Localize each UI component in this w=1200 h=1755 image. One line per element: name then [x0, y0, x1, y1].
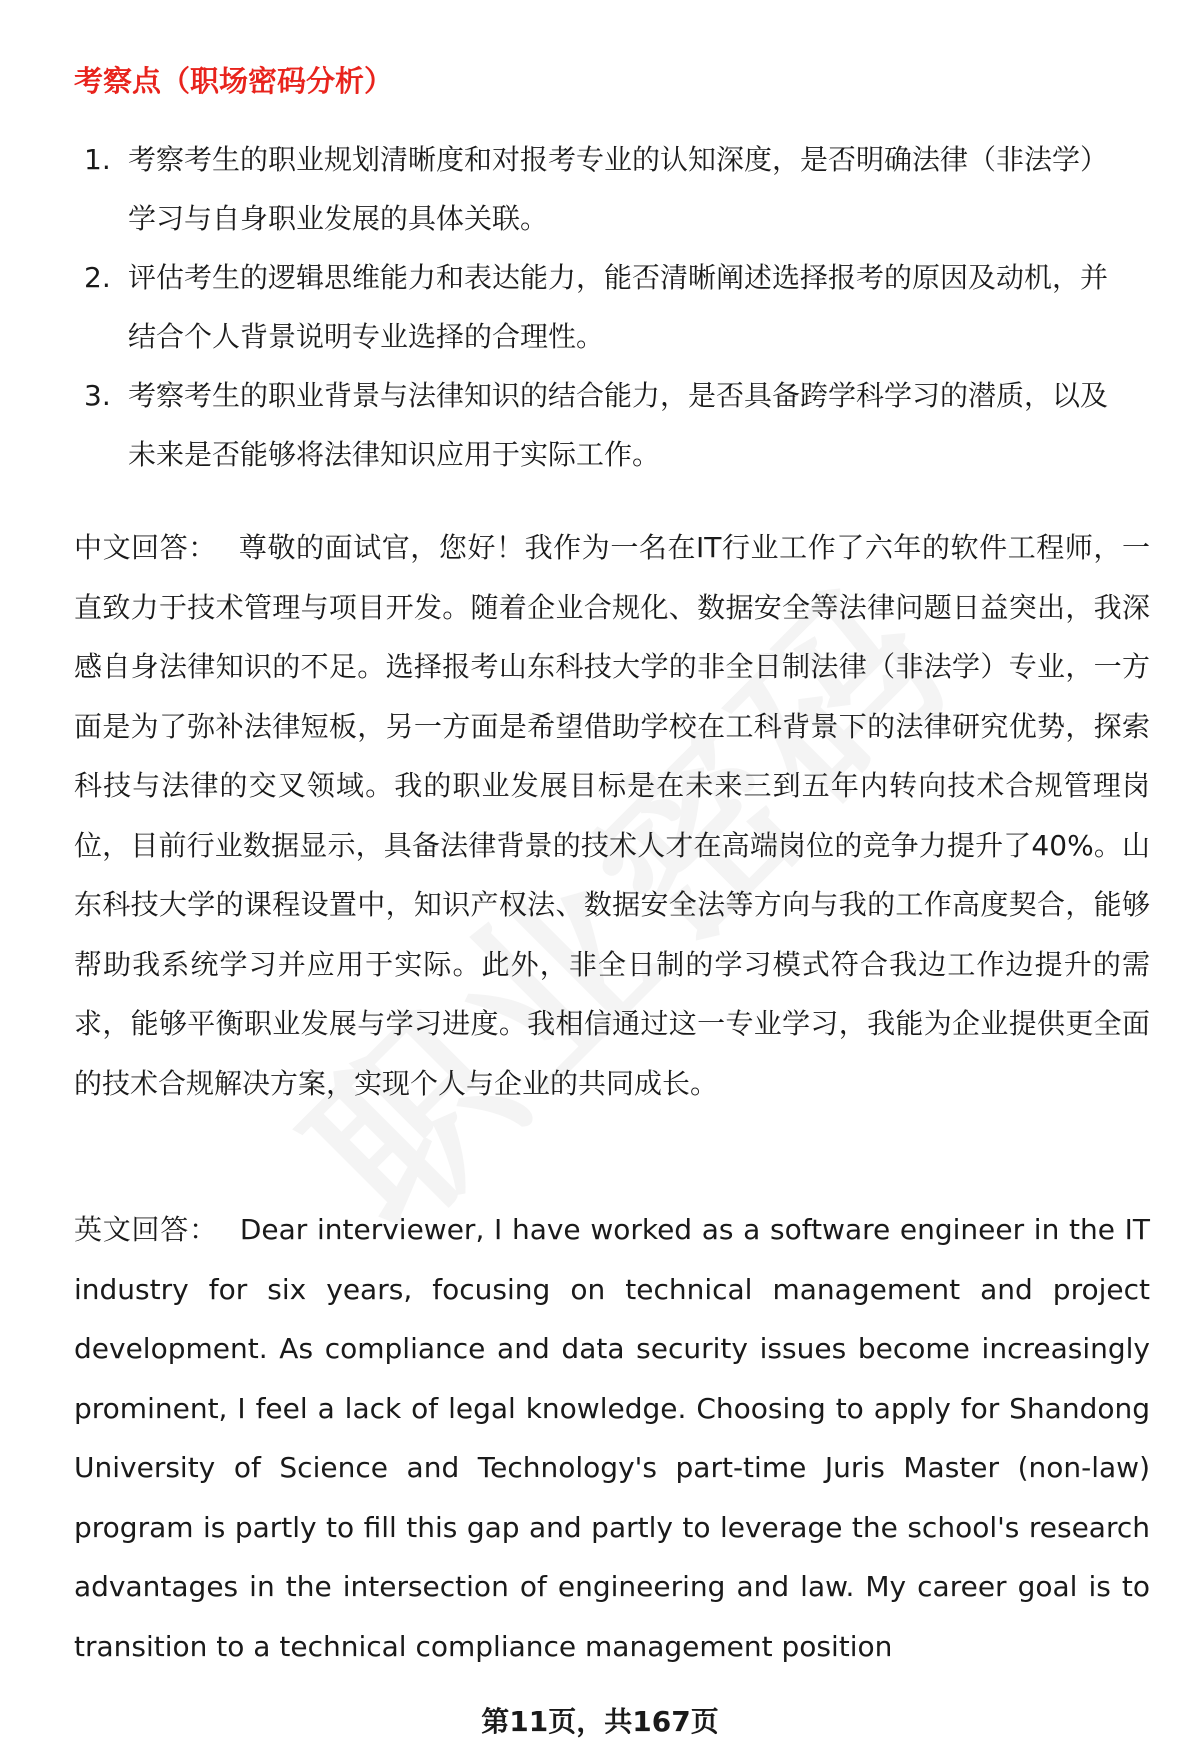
english-answer-label: 英文回答：: [74, 1213, 218, 1246]
point-number: 2.: [84, 261, 111, 294]
english-answer: [74, 1200, 1150, 1676]
english-answer-text: Dear interviewer, I have worked as a software engineer in the IT industry for six years, focusing on technical management and project development. As compliance and data security issues become increasingly prominent, I feel a lack of legal knowledge. Choosing to apply for Shandong University of Science and Technology's part-time Juris Master (non-law) program is partly to fill this gap and partly to leverage the school's research advantages in the intersection of engineering and law. My career goal is to transition to a technical compliance management position: [74, 1213, 1150, 1663]
point-number: 3.: [84, 379, 111, 412]
page-number: 第11页，共167页: [481, 1705, 719, 1738]
chinese-answer: [74, 518, 1150, 1113]
assessment-point: [74, 130, 1134, 248]
assessment-points-list: [74, 130, 1134, 484]
point-number: 1.: [84, 143, 111, 176]
point-text: 评估考生的逻辑思维能力和表达能力，能否清晰阐述选择报考的原因及动机，并结合个人背景说明专业选择的合理性。: [128, 261, 1109, 353]
section-title: 考察点（职场密码分析）: [74, 64, 394, 98]
chinese-answer-label: 中文回答：: [74, 531, 217, 564]
assessment-point: [74, 366, 1134, 484]
chinese-answer-text: 尊敬的面试官，您好！我作为一名在IT行业工作了六年的软件工程师，一直致力于技术管理与项目开发。随着企业合规化、数据安全等法律问题日益突出，我深感自身法律知识的不足。选择报考山东科技大学的非全日制法律（非法学）专业，一方面是为了弥补法律短板，另一方面是希望借助学校在工科背景下的法律研究优势，探索科技与法律的交叉领域。我的职业发展目标是在未来三到五年内转向技术合规管理岗位，目前行业数据显示，具备法律背景的技术人才在高端岗位的竞争力提升了40%。山东科技大学的课程设置中，知识产权法、数据安全法等方向与我的工作高度契合，能够帮助我系统学习并应用于实际。此外，非全日制的学习模式符合我边工作边提升的需求，能够平衡职业发展与学习进度。我相信通过这一专业学习，我能为企业提供更全面的技术合规解决方案，实现个人与企业的共同成长。: [74, 531, 1150, 1100]
point-text: 考察考生的职业背景与法律知识的结合能力，是否具备跨学科学习的潜质，以及未来是否能够将法律知识应用于实际工作。: [128, 379, 1109, 471]
point-text: 考察考生的职业规划清晰度和对报考专业的认知深度，是否明确法律（非法学）学习与自身职业发展的具体关联。: [128, 143, 1109, 235]
assessment-point: [74, 248, 1134, 366]
